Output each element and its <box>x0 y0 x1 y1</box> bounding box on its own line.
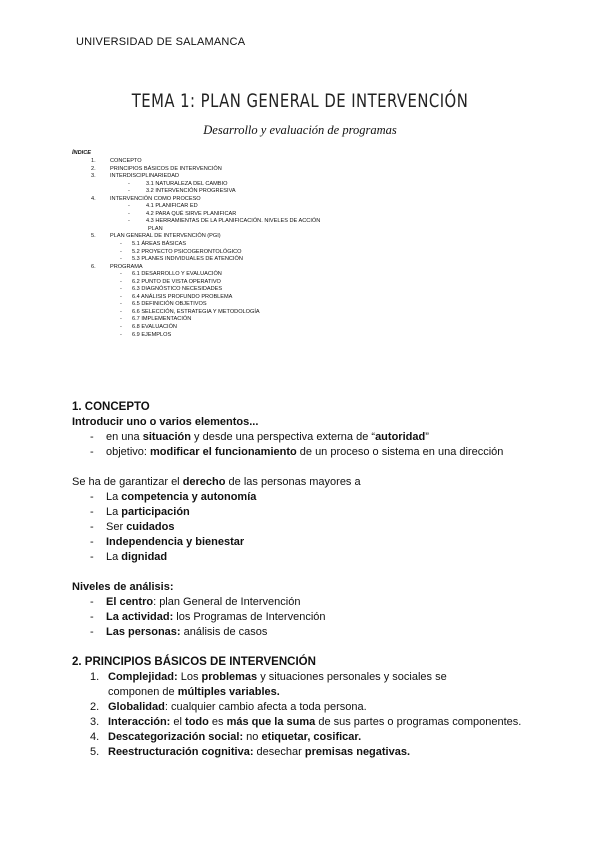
toc-subitem: - 6.8 EVALUACIÓN <box>120 324 177 331</box>
numbered-item: 5. Reestructuración cognitiva: desechar premisas negativas. <box>90 746 411 758</box>
document-subtitle: Desarrollo y evaluación de programas <box>203 123 397 137</box>
intro-line: Introducir uno o varios elementos... <box>72 416 259 428</box>
toc-subitem: - 6.6 SELECCIÓN, ESTRATEGIA Y METODOLOGÍA <box>120 308 260 315</box>
toc-subitem: - 6.3 DIAGNÓSTICO NECESIDADES <box>120 286 223 293</box>
toc-subitem: - 6.2 PUNTO DE VISTA OPERATIVO <box>120 278 221 285</box>
numbered-item: 2. Globalidad: cualquier cambio afecta a toda persona. <box>90 701 367 713</box>
toc-item: 5. PLAN GENERAL DE INTERVENCIÓN (PGI) <box>91 233 221 240</box>
toc-subitem: - 4.2 PARA QUÉ SIRVE PLANIFICAR <box>128 210 237 217</box>
toc-item: 3. INTERDISCIPLINARIEDAD <box>91 173 180 180</box>
toc-subitem: - 6.4 ANÁLISIS PROFUNDO PROBLEMA <box>120 293 233 300</box>
toc-subitem: - 3.2 INTERVENCIÓN PROGRESIVA <box>128 188 236 195</box>
table-of-contents <box>72 150 532 339</box>
levels-heading: Niveles de análisis: <box>72 581 174 593</box>
list-item: - Independencia y bienestar <box>90 536 245 548</box>
toc-item: 4. INTERVENCIÓN COMO PROCESO <box>91 195 201 202</box>
document-title: TEMA 1: PLAN GENERAL DE INTERVENCIÓN <box>131 90 469 112</box>
list-item: - El centro: plan General de Intervención <box>90 596 301 608</box>
toc-item: 2. PRINCIPIOS BÁSICOS DE INTERVENCIÓN <box>91 165 222 172</box>
list-item: - La participación <box>90 506 190 518</box>
list-item: - La dignidad <box>90 551 168 563</box>
toc-item: 1. CONCEPTO <box>91 158 142 164</box>
toc-subitem: - 5.2 PROYECTO PSICOGERONTOLÓGICO <box>120 248 242 255</box>
document-body <box>72 400 542 760</box>
toc-subitem: - 6.9 EJEMPLOS <box>120 331 172 338</box>
list-item: - Ser cuidados <box>90 521 175 533</box>
toc-subitem: - 6.7 IMPLEMENTACIÓN <box>120 316 192 323</box>
toc-subitem: - 5.3 PLANES INDIVIDUALES DE ATENCIÓN <box>120 256 243 263</box>
toc-heading: ÍNDICE <box>72 150 91 156</box>
section-heading-principios: 2. PRINCIPIOS BÁSICOS DE INTERVENCIÓN <box>72 656 316 668</box>
numbered-item: 3. Interacción: el todo es más que la suma de sus partes o programas componentes. <box>90 716 522 728</box>
toc-subitem: - 4.1 PLANIFICAR ED <box>128 203 198 210</box>
toc-item: 6. PROGRAMA <box>91 263 143 270</box>
section-heading-concepto: 1. CONCEPTO <box>72 401 150 413</box>
list-item: - La actividad: los Programas de Intervención <box>90 611 326 623</box>
toc-subitem-continuation: PLAN <box>148 225 163 232</box>
toc-subitem: - 4.3 HERRAMIENTAS DE LA PLANIFICACIÓN. NIVELES DE ACCIÓN <box>128 218 321 225</box>
toc-subitem: - 5.1 ÁREAS BÁSICAS <box>120 241 187 248</box>
numbered-item: 4. Descategorización social: no etiquetar, cosificar. <box>90 731 362 743</box>
university-header: UNIVERSIDAD DE SALAMANCA <box>76 36 246 48</box>
toc-subitem: - 6.5 DEFINICIÓN OBJETIVOS <box>120 301 207 308</box>
paragraph: Se ha de garantizar el derecho de las personas mayores a <box>72 476 361 488</box>
list-item: - Las personas: análisis de casos <box>90 626 268 638</box>
toc-subitem: - 3.1 NATURALEZA DEL CAMBIO <box>128 180 228 187</box>
list-item: - La competencia y autonomía <box>90 491 257 503</box>
toc-subitem: - 6.1 DESARROLLO Y EVALUACIÓN <box>120 271 222 278</box>
list-item: - en una situación y desde una perspectiva externa de “autoridad” <box>90 431 429 443</box>
numbered-item: 1. Complejidad: Los problemas y situaciones personales y sociales se componen de múltiples variables. <box>90 671 447 698</box>
list-item: - objetivo: modificar el funcionamiento de un proceso o sistema en una dirección <box>90 446 504 458</box>
